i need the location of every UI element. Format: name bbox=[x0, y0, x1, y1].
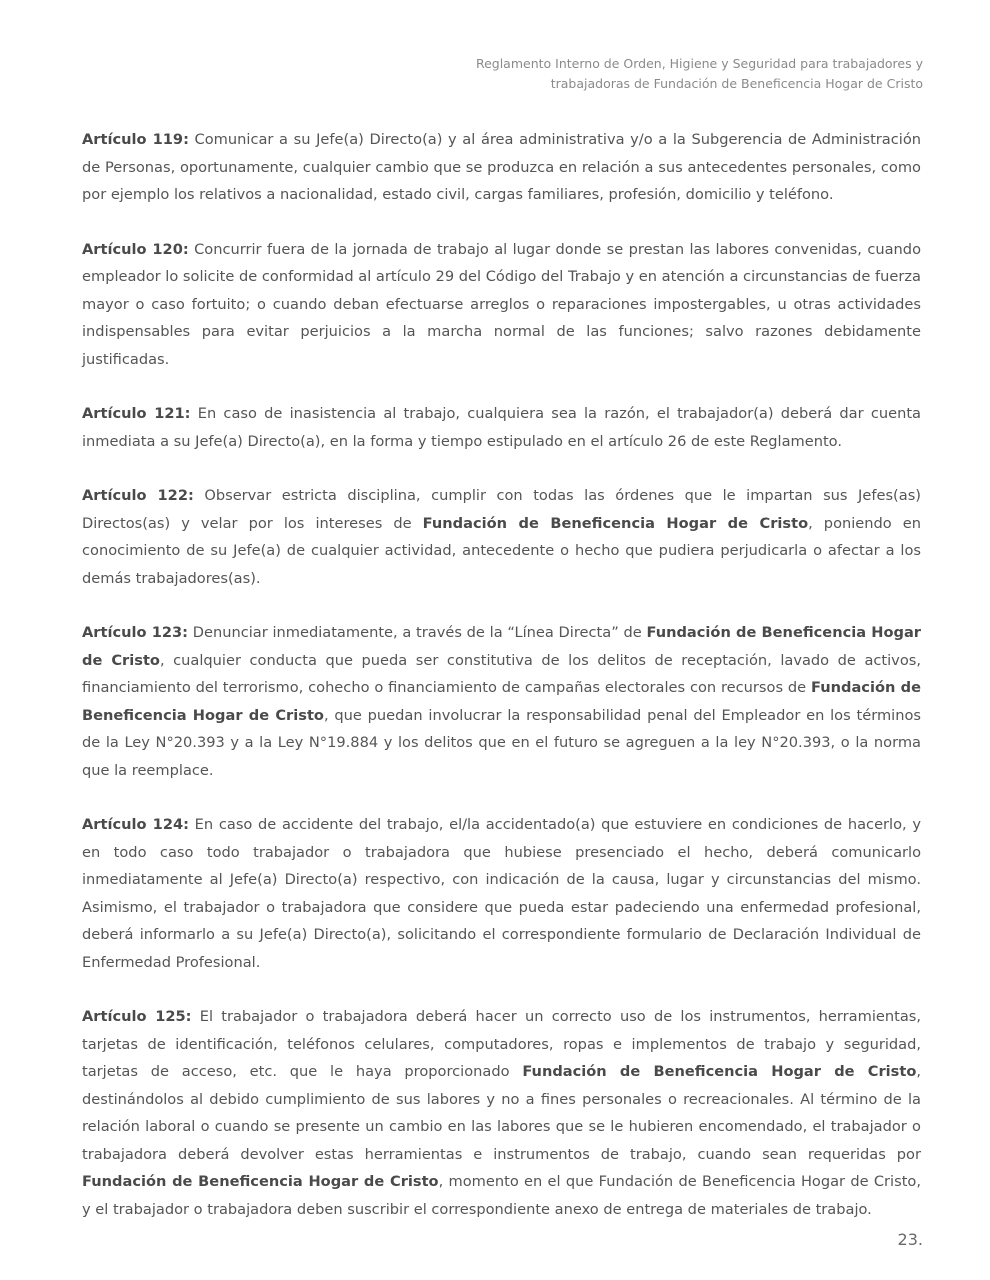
body-text: Denunciar inmediatamente, a través de la “Línea Directa” de bbox=[188, 624, 647, 641]
bold-text: Artículo 123: bbox=[82, 624, 189, 641]
article-paragraph bbox=[82, 126, 921, 209]
body-text: , momento en el que Fundación de Beneficencia Hogar de Cristo, y el trabajador o trabajadora deben suscribir el correspondiente anexo de entrega de materiales de trabajo. bbox=[82, 1173, 922, 1218]
running-header bbox=[363, 54, 923, 94]
bold-text: Artículo 125: bbox=[82, 1008, 192, 1025]
body-text: , cualquier conducta que pueda ser constitutiva de los delitos de receptación, lavado de activos, financiamiento del terrorismo, cohecho o financiamiento de campañas electorales con recursos de bbox=[82, 651, 921, 696]
body-text: , poniendo en conocimiento de su Jefe(a) de cualquier actividad, antecedente o hecho que pudiera perjudicarla o afectar a los demás trabajadores(as). bbox=[82, 514, 921, 587]
bold-text: Artículo 121: bbox=[82, 405, 191, 422]
article-paragraph bbox=[82, 482, 921, 592]
body-text: Comunicar a su Jefe(a) Directo(a) y al área administrativa y/o a la Subgerencia de Administración de Personas, oportunamente, cualquier cambio que se produzca en relación a sus antecedentes personales, como por ejemplo los relativos a nacionalidad, estado civil, cargas familiares, profesión, domicilio y teléfono. bbox=[82, 131, 922, 203]
body-text: En caso de inasistencia al trabajo, cualquiera sea la razón, el trabajador(a) deberá dar cuenta inmediata a su Jefe(a) Directo(a), en la forma y tiempo estipulado en el artículo 26 de este Reglamento. bbox=[82, 405, 921, 450]
body-text: Observar estricta disciplina, cumplir con todas las órdenes que le impartan sus Jefes(as) Directos(as) y velar por los intereses de bbox=[82, 487, 921, 532]
bold-text: Fundación de Beneficencia Hogar de Cristo bbox=[522, 1063, 917, 1080]
bold-text: Artículo 122: bbox=[82, 487, 194, 504]
body-text: En caso de accidente del trabajo, el/la accidentado(a) que estuviere en condiciones de hacerlo, y en todo caso todo trabajador o trabajadora que hubiese presenciado el hecho, deberá comunicarlo inmediatamente al Jefe(a) Directo(a) respectivo, con indicación de la causa, lugar y circunstancias del mismo. Asimismo, el trabajador o trabajadora que considere que pueda estar padeciendo una enfermedad profesional, deberá informarlo a su Jefe(a) Directo(a), solicitando el correspondiente formulario de Declaración Individual de Enfermedad Profesional. bbox=[82, 816, 921, 971]
bold-text: Fundación de Beneficencia Hogar de Cristo bbox=[82, 624, 921, 669]
bold-text: Artículo 119: bbox=[82, 131, 189, 148]
article-paragraph bbox=[82, 619, 921, 784]
body-text: El trabajador o trabajadora deberá hacer un correcto uso de los instrumentos, herramientas, tarjetas de identificación, teléfonos celulares, computadores, ropas e implementos de trabajo y seguridad, tarjetas de acceso, etc. que le haya proporcionado bbox=[82, 1008, 922, 1080]
article-paragraph bbox=[82, 811, 921, 976]
bold-text: Fundación de Beneficencia Hogar de Cristo bbox=[422, 514, 809, 532]
bold-text: Fundación de Beneficencia Hogar de Cristo bbox=[82, 679, 921, 724]
body-text: , destinándolos al debido cumplimiento de sus labores y no a fines personales o recreacionales. Al término de la relación laboral o cuando se presente un cambio en las labores que se le hubieren encomendado, el trabajador o trabajadora deberá devolver estas herramientas e instrumentos de trabajo, cuando sean requeridas por bbox=[82, 1063, 921, 1163]
body-text: , que puedan involucrar la responsabilidad penal del Empleador en los términos de la Ley N°20.393 y a la Ley N°19.884 y los delitos que en el futuro se agreguen a la ley N°20.393, o la norma que la reemplace. bbox=[82, 706, 922, 779]
header-line-2: trabajadoras de Fundación de Beneficencia Hogar de Cristo bbox=[550, 76, 923, 91]
body-text: Concurrir fuera de la jornada de trabajo al lugar donde se prestan las labores convenidas, cuando empleador lo solicite de conformidad al artículo 29 del Código del Trabajo y en atención a circunstancias de fuerza mayor o caso fortuito; o cuando deban efectuarse arreglos o reparaciones impostergables, u otras actividades indispensables para evitar perjuicios a la marcha normal de las funciones; salvo razones debidamente justificadas. bbox=[82, 240, 921, 368]
articles-body bbox=[82, 126, 921, 1250]
article-paragraph bbox=[82, 1003, 921, 1223]
page-number: 23. bbox=[897, 1230, 923, 1249]
article-paragraph bbox=[82, 400, 921, 455]
bold-text: Artículo 120: bbox=[82, 240, 189, 258]
bold-text: Artículo 124: bbox=[82, 816, 189, 833]
header-line-1: Reglamento Interno de Orden, Higiene y Seguridad para trabajadores y bbox=[475, 56, 923, 71]
bold-text: Fundación de Beneficencia Hogar de Cristo bbox=[82, 1173, 439, 1190]
article-paragraph bbox=[82, 236, 921, 374]
